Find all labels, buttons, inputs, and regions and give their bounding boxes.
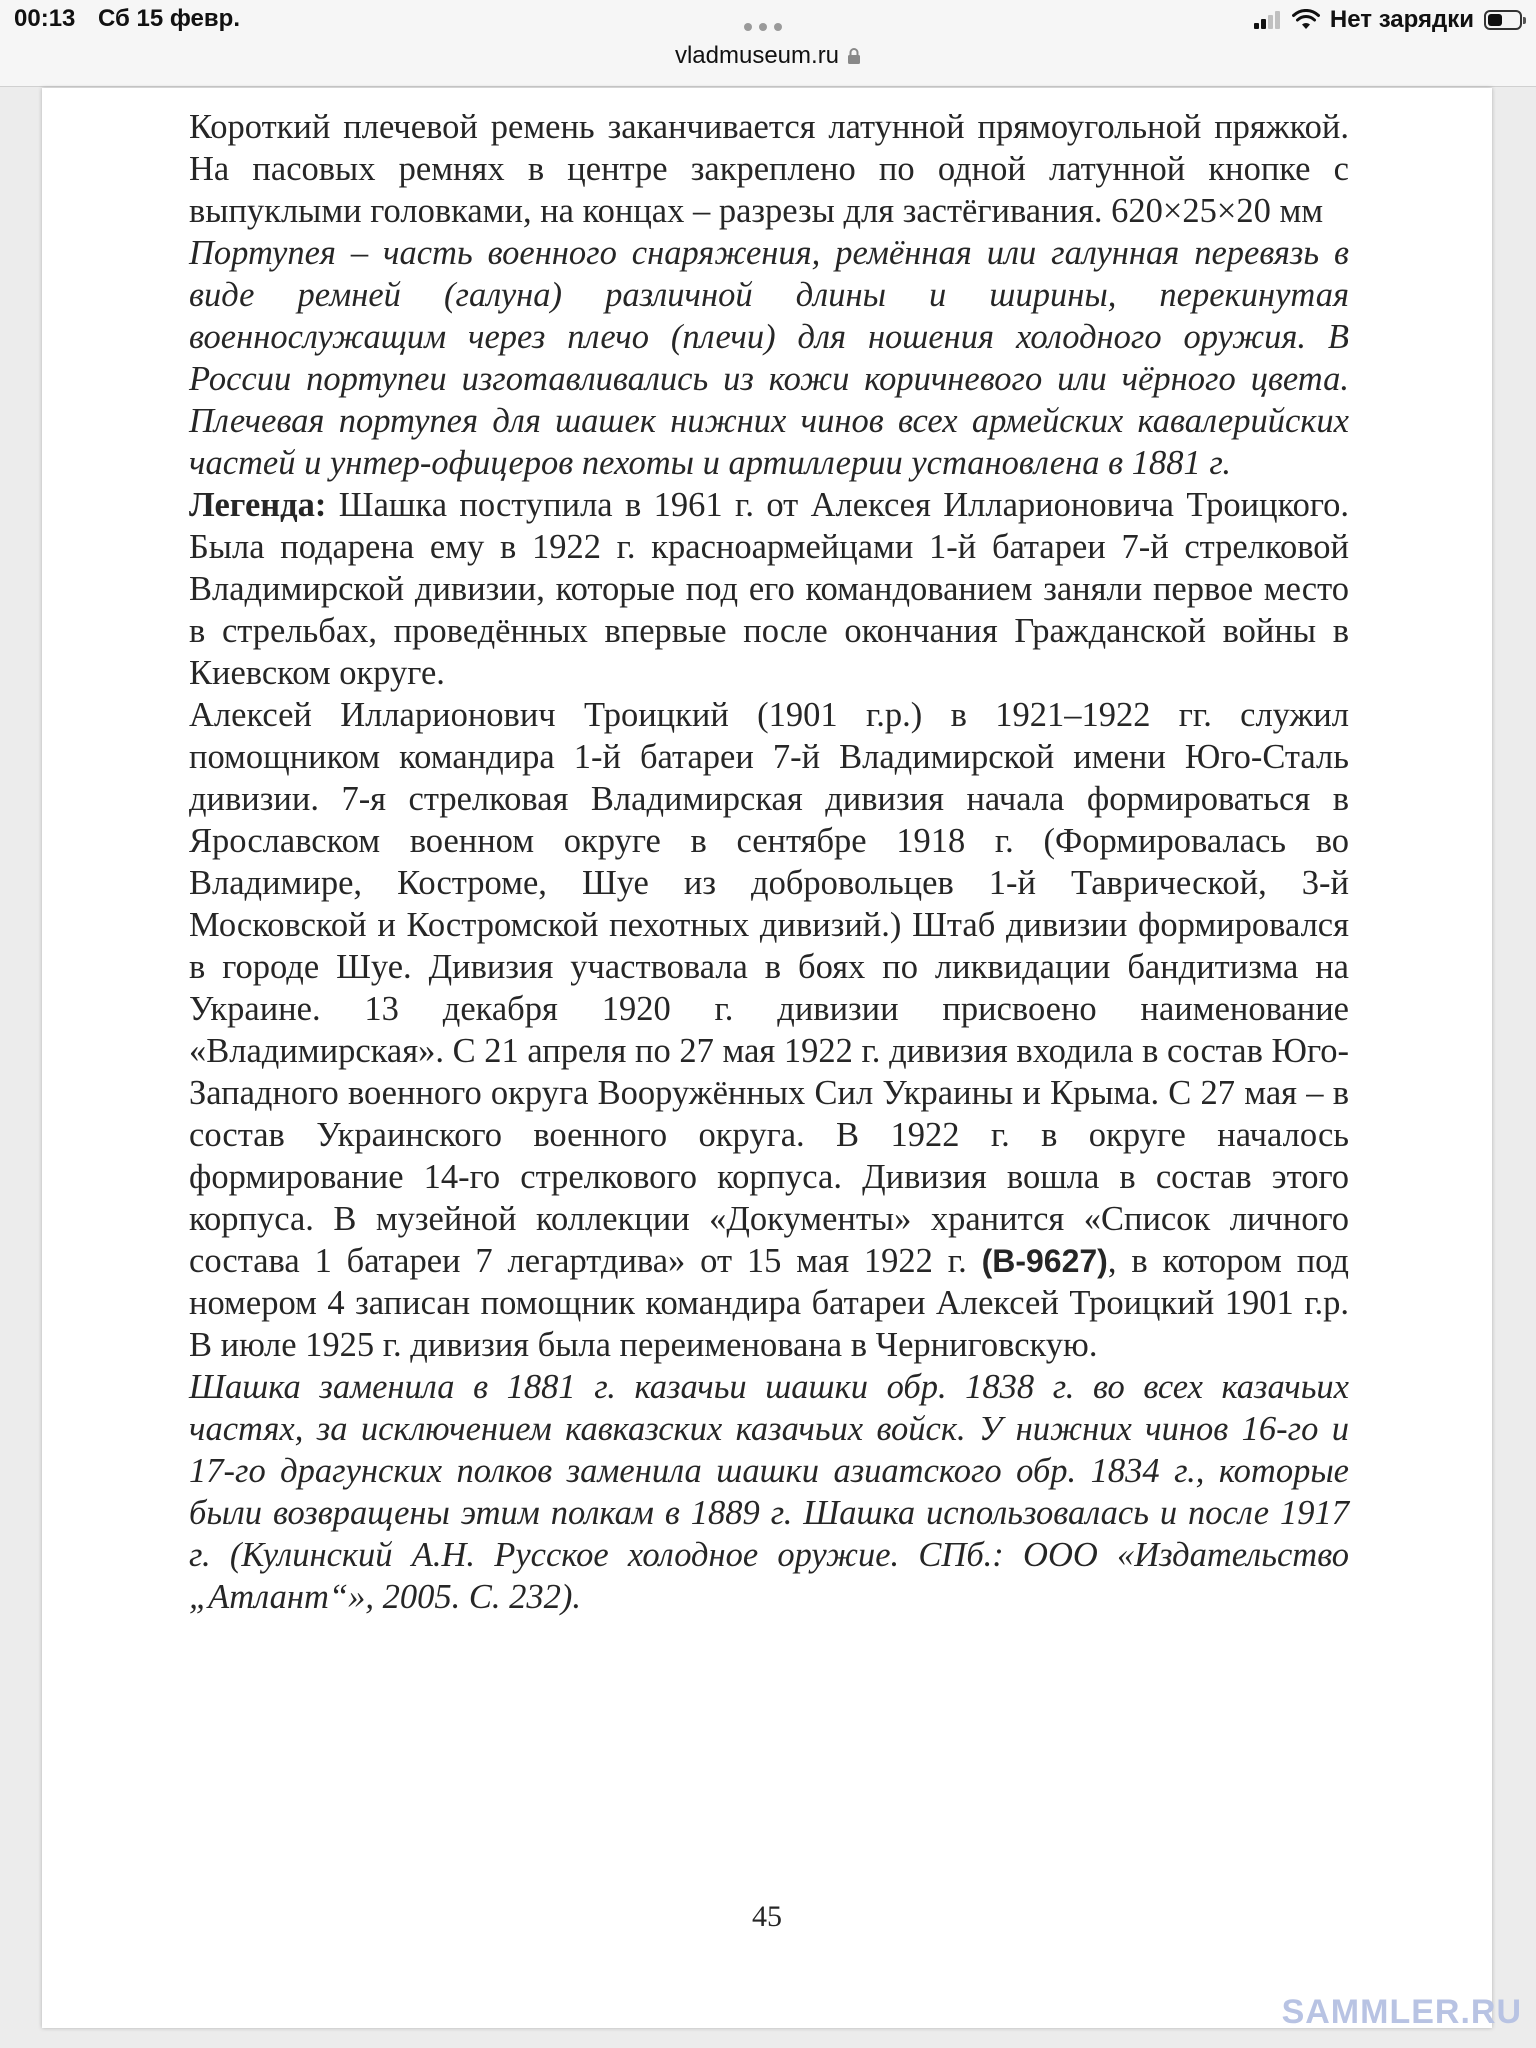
status-time: 00:13: [14, 5, 76, 32]
paragraph-troitsky: [189, 694, 1349, 1366]
troitsky-text-end: , в котором под номером 4 записан помощник командира батареи Алексей Троицкий 1901 г.р. В июле 1925 г. дивизия была переименована в Черниговскую.: [189, 1242, 1349, 1364]
status-bar: [0, 0, 1536, 40]
watermark: SAMMLER.RU: [1281, 1993, 1522, 2031]
wifi-icon: [1292, 9, 1320, 31]
paragraph-legend: [189, 484, 1349, 694]
more-dots-icon[interactable]: [744, 18, 790, 26]
troitsky-text: Алексей Илларионович Троицкий (1901 г.р.) в 1921–1922 гг. служил помощником командира 1-й батареи 7-й Владимирской имени Юго-Сталь дивизии. 7-я стрелковая Владимирская дивизия начала формироваться в Ярославском военном округе в сентябре 1918 г. (Формировалась во Владимире, Костроме, Шуе из добровольцев 1-й Таврической, 3-й Московской и Костромской пехотных дивизий.) Штаб дивизии формировался в городе Шуе. Дивизия участвовала в боях по ликвидации бандитизма на Украине. 13 декабря 1920 г. дивизии присвоено наименование «Владимирская». С 21 апреля по 27 мая 1922 г. дивизия входила в состав Юго-Западного военного округа Вооружённых Сил Украины и Крыма. С 27 мая – в состав Украинского военного округа. В 1922 г. в округе началось формирование 14-го стрелкового корпуса. Дивизия вошла в состав этого корпуса. В музейной коллекции «Документы» хранится «Список личного состава 1 батареи 7 легартдива» от 15 мая 1922 г.: [189, 696, 1349, 1280]
address-bar[interactable]: [0, 40, 1536, 87]
status-date: Сб 15 февр.: [98, 5, 240, 32]
lock-icon: [847, 47, 861, 65]
paragraph-description: Короткий плечевой ремень заканчивается латунной прямоугольной пряжкой. На пасовых ремнях в центре закреплено по одной латунной кнопке с выпуклыми головками, на концах – разрезы для застёгивания. 620×25×20 мм: [189, 108, 1349, 230]
url-field[interactable]: [675, 42, 861, 70]
document-code: (В-9627): [981, 1243, 1108, 1279]
paragraph-shashka: Шашка заменила в 1881 г. казачьи шашки обр. 1838 г. во всех казачьих частях, за исключением кавказских казачьих войск. У нижних чинов 16-го и 17-го драгунских полков заменила шашки азиатского обр. 1834 г., которые были возвращены этим полкам в 1889 г. Шашка использовалась и после 1917 г. (Кулинский А.Н. Русское холодное оружие. СПб.: ООО «Издательство „Атлант“», 2005. С. 232).: [189, 1368, 1349, 1616]
document-page: [42, 88, 1492, 2028]
signal-icon: [1254, 11, 1282, 29]
battery-icon: [1484, 10, 1522, 30]
url-text: vladmuseum.ru: [674, 42, 840, 69]
status-indicators: [1254, 4, 1522, 36]
legend-label: Легенда:: [189, 486, 327, 524]
paragraph-portupeya: Портупея – часть военного снаряжения, ремённая или галунная перевязь в виде ремней (галуна) различной длины и ширины, перекинутая военнослужащим через плечо (плечи) для ношения холодного оружия. В России портупеи изготавливались из кожи коричневого или чёрного цвета. Плечевая портупея для шашек нижних чинов всех армейских кавалерийских частей и унтер-офицеров пехоты и артиллерии установлена в 1881 г.: [189, 234, 1349, 482]
charging-status: Нет зарядки: [1329, 6, 1474, 33]
document-text: [189, 106, 1349, 1618]
legend-text: Шашка поступила в 1961 г. от Алексея Илларионовича Троицкого. Была подарена ему в 1922 г. красноармейцами 1-й батареи 7-й стрелковой Владимирской дивизии, которые под его командованием заняли первое место в стрельбах, проведённых впервые после окончания Гражданской войны в Киевском округе.: [189, 486, 1349, 692]
page-number: 45: [752, 1900, 782, 1933]
